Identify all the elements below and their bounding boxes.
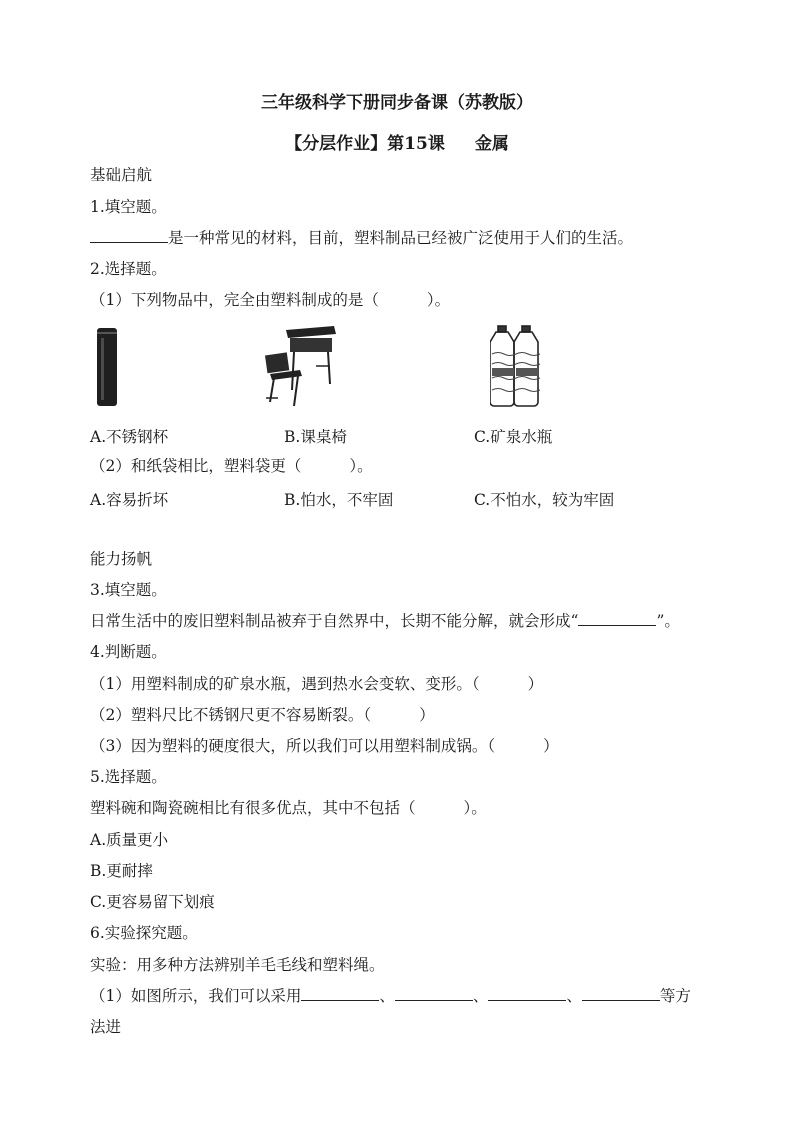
q4-close: ）: [419, 706, 435, 724]
q3-body: 日常生活中的废旧塑料制品被弃于自然界中，长期不能分解，就会形成“: [90, 612, 579, 630]
q1-body: 是一种常见的材料，目前，塑料制品已经被广泛使用于人们的生活。: [168, 229, 634, 247]
q5-suffix: ）。: [463, 799, 487, 817]
q4-item-text: （2）塑料尺比不锈钢尺更不容易断裂。（: [90, 706, 372, 724]
q5-option-c[interactable]: C.更容易留下划痕: [90, 893, 215, 911]
answer-blank[interactable]: [301, 986, 379, 1001]
q2-sub1-prefix: （1）下列物品中，完全由塑料制成的是（: [90, 291, 379, 309]
q5-text: [90, 798, 487, 818]
q2-sub1-option-a[interactable]: A.不锈钢杯: [90, 428, 169, 446]
q4-close: ）: [543, 737, 559, 755]
q6-sub1-suffix: 等方: [659, 987, 691, 1005]
q1-text: [90, 228, 633, 248]
q6-sub1-cont: 法进: [90, 1018, 122, 1036]
q5-label: 5.选择题。: [90, 768, 167, 786]
q6-sub1-prefix: （1）如图所示，我们可以采用: [90, 987, 302, 1005]
q6-intro: 实验：用多种方法辨别羊毛毛线和塑料绳。: [90, 956, 385, 974]
page-title: 三年级科学下册同步备课（苏教版）: [261, 93, 533, 113]
q2-sub1-suffix: ）。: [426, 291, 451, 309]
q2-sub2-suffix: ）。: [349, 457, 373, 475]
section-heading-basic: 基础启航: [90, 166, 153, 184]
q3-text: [90, 611, 680, 631]
answer-blank[interactable]: [582, 986, 660, 1001]
answer-blank[interactable]: [578, 611, 656, 626]
q3-label: 3.填空题。: [90, 581, 167, 599]
q2-sub1-option-b[interactable]: B.课桌椅: [284, 428, 347, 446]
section-heading-ability: 能力扬帆: [90, 550, 153, 568]
q2-sub2-option-b[interactable]: B.怕水，不牢固: [284, 491, 394, 509]
q2-sub2-option-a[interactable]: A.容易折坏: [90, 491, 169, 509]
q2-sub2: [90, 456, 373, 476]
q6-sub1: [90, 986, 691, 1006]
q2-sub1-option-c[interactable]: C.矿泉水瓶: [474, 428, 553, 446]
lesson-title: [0, 129, 794, 154]
q4-item-3: [90, 736, 559, 756]
q4-label: 4.判断题。: [90, 643, 167, 661]
q6-sep: 、: [566, 987, 582, 1005]
lesson-number: 【分层作业】第15课: [285, 134, 445, 154]
q2-label: 2.选择题。: [90, 260, 167, 278]
q5-prefix: 塑料碗和陶瓷碗相比有很多优点，其中不包括（: [90, 799, 416, 817]
q6-sep: 、: [379, 987, 395, 1005]
q2-sub2-prefix: （2）和纸袋相比，塑料袋更（: [90, 457, 302, 475]
q5-option-a[interactable]: A.质量更小: [90, 831, 169, 849]
steel-cup-icon: [94, 326, 120, 412]
q4-item-2: [90, 705, 435, 725]
q4-close: ）: [527, 675, 544, 693]
q5-option-b[interactable]: B.更耐摔: [90, 862, 153, 880]
water-bottles-icon: [490, 324, 544, 412]
answer-blank[interactable]: [488, 986, 566, 1001]
lesson-topic: 金属: [474, 134, 509, 154]
q3-body-end: ”。: [656, 612, 680, 630]
q2-sub1: [90, 290, 450, 310]
q2-sub2-option-c[interactable]: C.不怕水，较为牢固: [474, 491, 615, 509]
answer-blank[interactable]: [90, 228, 168, 243]
q1-label: 1.填空题。: [90, 198, 167, 216]
q4-item-1: [90, 674, 543, 694]
q4-item-text: （1）用塑料制成的矿泉水瓶，遇到热水会变软、变形。（: [90, 675, 480, 693]
q6-sep: 、: [472, 987, 489, 1005]
answer-blank[interactable]: [395, 986, 473, 1001]
q6-label: 6.实验探究题。: [90, 924, 198, 942]
desk-chair-icon: [256, 322, 338, 414]
q4-item-text: （3）因为塑料的硬度很大，所以我们可以用塑料制成锅。（: [90, 737, 496, 755]
